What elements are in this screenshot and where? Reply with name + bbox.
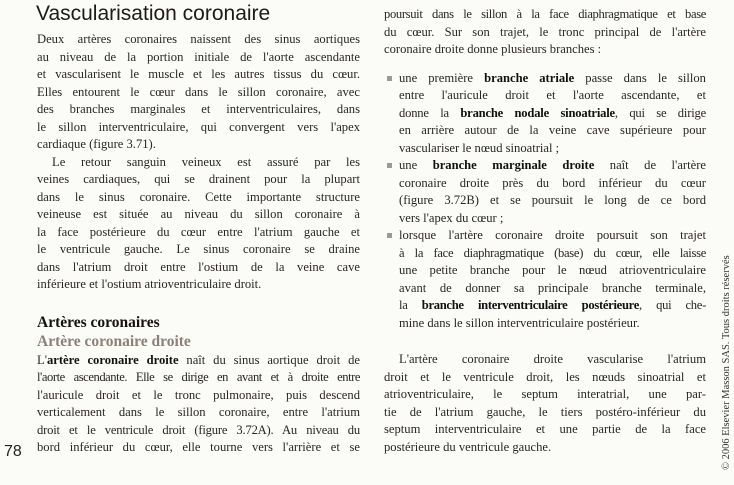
text-line: et vascularisent le muscle et les autres tissus du cœur. <box>37 67 360 81</box>
text-line: Elles entourent le cœur dans le sillon coronaire, avec <box>37 84 360 99</box>
text-line: une petite branche pour le nœud atrioventriculaire <box>399 263 706 277</box>
square-bullet-icon <box>387 163 392 168</box>
text-line: veines cardiaques, qui se drainent pour la plupart <box>37 172 360 186</box>
paragraph-intro <box>37 31 360 154</box>
subheading-right-coronary: Artère coronaire droite <box>37 332 191 350</box>
text-line: poursuit dans le sillon à la face diaphragmatique et base <box>384 7 706 21</box>
bold-term: branche atriale <box>484 70 575 85</box>
paragraph-right-coronary <box>37 352 360 457</box>
text: une première <box>399 70 485 85</box>
paragraph-continuation <box>384 6 706 59</box>
text-line: à la face diaphragmatique (base) du cœur, elle laisse <box>399 245 706 260</box>
text-line: l'auricule droit et le tronc pulmonaire, puis descend <box>37 387 360 402</box>
page-number: 78 <box>4 443 22 460</box>
list-item-posterior-branch <box>384 227 706 332</box>
bold-term: branche interventriculaire postérieure <box>421 298 639 312</box>
text-line: la face postérieure du cœur entre l'atrium gauche et <box>37 224 360 239</box>
text-line <box>399 297 706 315</box>
bold-term: artère coronaire droite <box>46 352 179 367</box>
text: , qui che- <box>639 298 706 312</box>
text-line: avant de donner sa principale branche terminale, <box>399 280 706 295</box>
square-bullet-icon <box>387 233 392 238</box>
text-line: l'aorte ascendante. Elle se dirige en avant et à droite entre <box>37 370 360 384</box>
text: donne la <box>399 105 461 120</box>
text-line: Deux artères coronaires naissent des sinus aortiques <box>37 32 360 46</box>
text: naît du sinus aortique droit de <box>178 352 360 367</box>
text-line: coronaire droite près du bord inférieur du cœur <box>399 175 706 190</box>
text: L' <box>37 352 47 367</box>
text: passe dans le sillon <box>574 70 706 85</box>
list-item-atrial-branch <box>384 70 706 158</box>
right-column <box>384 6 706 456</box>
text-line: L'artère coronaire droite vascularise l'atrium <box>399 352 706 366</box>
text-line: au niveau de la portion initiale de l'aorte ascendante <box>37 49 360 64</box>
text-line: du cœur. Sur son trajet, le tronc principal de l'artère <box>384 24 706 39</box>
text-line: cardiaque (figure 3.71). <box>37 137 156 151</box>
section-title: Vascularisation coronaire <box>36 2 271 25</box>
text-line: inférieure et l'ostium atrioventriculaire droit. <box>37 277 262 291</box>
heading-coronary-arteries: Artères coronaires <box>37 313 160 331</box>
left-column <box>37 31 360 457</box>
text-line: vers l'apex du cœur ; <box>399 210 504 225</box>
text-line: coronaire droite donne plusieurs branches : <box>384 42 602 56</box>
text-line: vasculariser le nœud sinoatrial ; <box>399 140 560 155</box>
paragraph-venous-return <box>37 154 360 294</box>
text-line: atrioventriculaire, le septum interatrial, une par- <box>384 387 706 401</box>
paragraph-vascular-territory <box>384 351 706 456</box>
text-line: lorsque l'artère coronaire droite poursuit son trajet <box>399 228 706 242</box>
bold-term: branche marginale droite <box>432 158 595 172</box>
text-line: tie de l'atrium gauche, le tiers postéro-inférieur du <box>384 404 706 419</box>
text-line: veineuse est située au niveau du sillon coronaire à <box>37 207 360 221</box>
text-line: septum interventriculaire et une partie de la face <box>384 422 706 436</box>
text-line: droit et le ventricule droit, les nœuds sinoatrial et <box>384 369 706 384</box>
text-line: verticalement dans le sillon coronaire, entre l'atrium <box>37 405 360 419</box>
text-line <box>399 157 706 175</box>
text-line: (figure 3.72B) et se poursuit le long de ce bord <box>399 193 706 207</box>
text-line <box>399 70 706 88</box>
text-line: des branches marginales et interventriculaires, dans <box>37 102 360 116</box>
text-line: en arrière autour de la veine cave supérieure pour <box>399 123 706 137</box>
text: naît de l'artère <box>594 158 706 172</box>
text-line: bord inférieur du cœur, elle tourne vers l'arrière et se <box>37 440 360 454</box>
text-line: le ventricule gauche. Le sinus coronaire se draine <box>37 242 360 256</box>
text: , qui se dirige <box>614 105 706 120</box>
text-line: entre l'auricule droit et l'aorte ascendante, et <box>399 88 706 102</box>
text-line: le sillon interventriculaire, qui convergent vers l'apex <box>37 119 360 134</box>
text-line <box>399 105 706 123</box>
text-line: dans le sinus coronaire. Cette importante structure <box>37 189 360 204</box>
list-item-marginal-branch <box>384 157 706 227</box>
bold-term: branche nodale sinoatriale <box>460 105 615 120</box>
square-bullet-icon <box>387 76 392 81</box>
text: une <box>399 158 433 172</box>
text-line <box>37 352 360 370</box>
text-line: dans l'atrium droit entre l'ostium de la veine cave <box>37 259 360 274</box>
text-line: postérieure du ventricule gauche. <box>384 439 552 454</box>
text-line: droit et le ventricule droit (figure 3.72A). Au niveau du <box>37 422 360 437</box>
text-line: mine dans le sillon interventriculaire postérieur. <box>399 315 640 330</box>
text-line: Le retour sanguin veineux est assuré par les <box>52 154 360 169</box>
text: la <box>399 298 422 312</box>
copyright-notice: © 2006 Elsevier Masson SAS. Tous droits réservés <box>721 255 732 470</box>
